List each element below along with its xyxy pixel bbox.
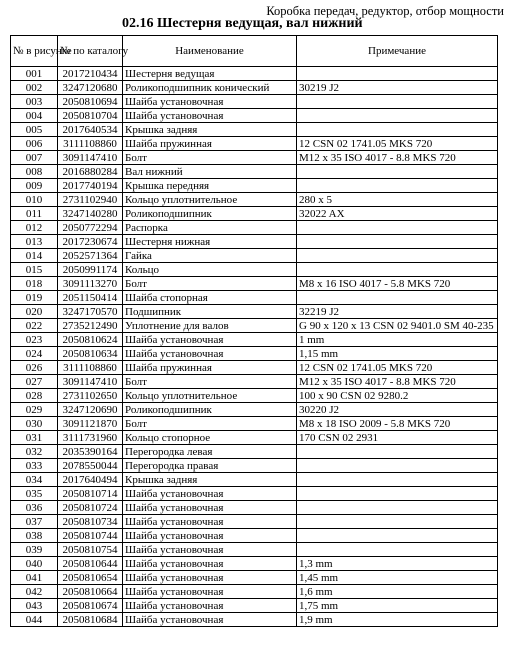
row-figure-number: 004 xyxy=(11,109,58,123)
row-part-name: Роликоподшипник xyxy=(123,207,297,221)
row-part-name: Уплотнение для валов xyxy=(123,319,297,333)
row-catalog-number: 3111108860 xyxy=(58,361,123,375)
row-figure-number: 010 xyxy=(11,193,58,207)
row-part-name: Шайба установочная xyxy=(123,333,297,347)
row-catalog-number: 3091121870 xyxy=(58,417,123,431)
table-row xyxy=(11,389,498,403)
row-note: M8 x 16 ISO 4017 - 5.8 MKS 720 xyxy=(297,277,498,291)
row-figure-number: 040 xyxy=(11,557,58,571)
row-catalog-number: 3247140280 xyxy=(58,207,123,221)
table-row xyxy=(11,263,498,277)
table-row xyxy=(11,417,498,431)
row-figure-number: 033 xyxy=(11,459,58,473)
row-note: 30219 J2 xyxy=(297,81,498,95)
row-figure-number: 006 xyxy=(11,137,58,151)
row-catalog-number: 2050810634 xyxy=(58,347,123,361)
row-catalog-number: 2050810714 xyxy=(58,487,123,501)
row-figure-number: 043 xyxy=(11,599,58,613)
row-part-name: Кольцо xyxy=(123,263,297,277)
row-part-name: Болт xyxy=(123,277,297,291)
page-title: 02.16 Шестерня ведущая, вал нижний xyxy=(122,16,363,31)
row-figure-number: 044 xyxy=(11,613,58,627)
row-figure-number: 032 xyxy=(11,445,58,459)
row-figure-number: 007 xyxy=(11,151,58,165)
table-row xyxy=(11,109,498,123)
row-catalog-number: 3091147410 xyxy=(58,151,123,165)
row-part-name: Шайба установочная xyxy=(123,529,297,543)
row-part-name: Болт xyxy=(123,375,297,389)
row-part-name: Шайба установочная xyxy=(123,347,297,361)
row-part-name: Кольцо уплотнительное xyxy=(123,389,297,403)
row-part-name: Шайба установочная xyxy=(123,515,297,529)
table-row xyxy=(11,347,498,361)
row-figure-number: 022 xyxy=(11,319,58,333)
row-note xyxy=(297,249,498,263)
table-row xyxy=(11,137,498,151)
table-row xyxy=(11,431,498,445)
table-row xyxy=(11,515,498,529)
row-figure-number: 023 xyxy=(11,333,58,347)
row-catalog-number: 3247120680 xyxy=(58,81,123,95)
table-row xyxy=(11,599,498,613)
row-part-name: Шайба установочная xyxy=(123,557,297,571)
row-catalog-number: 2050810624 xyxy=(58,333,123,347)
row-catalog-number: 2035390164 xyxy=(58,445,123,459)
row-catalog-number: 2017740194 xyxy=(58,179,123,193)
row-note xyxy=(297,67,498,81)
row-figure-number: 013 xyxy=(11,235,58,249)
row-catalog-number: 2731102940 xyxy=(58,193,123,207)
row-note: 1,75 mm xyxy=(297,599,498,613)
row-catalog-number: 2731102650 xyxy=(58,389,123,403)
row-note xyxy=(297,109,498,123)
row-note: 100 x 90 CSN 02 9280.2 xyxy=(297,389,498,403)
row-figure-number: 042 xyxy=(11,585,58,599)
table-row xyxy=(11,403,498,417)
row-part-name: Болт xyxy=(123,151,297,165)
row-catalog-number: 2050810744 xyxy=(58,529,123,543)
table-row xyxy=(11,445,498,459)
row-note xyxy=(297,235,498,249)
row-part-name: Шайба установочная xyxy=(123,571,297,585)
table-row xyxy=(11,473,498,487)
row-catalog-number: 3111731960 xyxy=(58,431,123,445)
row-catalog-number: 2050810644 xyxy=(58,557,123,571)
row-part-name: Шайба установочная xyxy=(123,109,297,123)
row-figure-number: 014 xyxy=(11,249,58,263)
row-note xyxy=(297,291,498,305)
table-row xyxy=(11,235,498,249)
row-note xyxy=(297,123,498,137)
row-part-name: Роликоподшипник конический xyxy=(123,81,297,95)
row-part-name: Крышка задняя xyxy=(123,473,297,487)
row-figure-number: 009 xyxy=(11,179,58,193)
row-figure-number: 028 xyxy=(11,389,58,403)
row-part-name: Распорка xyxy=(123,221,297,235)
table-row xyxy=(11,375,498,389)
row-catalog-number: 2051150414 xyxy=(58,291,123,305)
table-row xyxy=(11,95,498,109)
column-header-catalog-number: № по каталогу xyxy=(58,36,123,67)
table-row xyxy=(11,529,498,543)
row-figure-number: 036 xyxy=(11,501,58,515)
row-part-name: Шайба пружинная xyxy=(123,137,297,151)
row-note: 170 CSN 02 2931 xyxy=(297,431,498,445)
row-note: 1,15 mm xyxy=(297,347,498,361)
parts-table xyxy=(10,35,498,627)
row-figure-number: 029 xyxy=(11,403,58,417)
row-note: 280 x 5 xyxy=(297,193,498,207)
row-part-name: Гайка xyxy=(123,249,297,263)
row-note: 12 CSN 02 1741.05 MKS 720 xyxy=(297,137,498,151)
row-catalog-number: 2050810754 xyxy=(58,543,123,557)
row-note: 30220 J2 xyxy=(297,403,498,417)
row-catalog-number: 2017640534 xyxy=(58,123,123,137)
row-note: 1,45 mm xyxy=(297,571,498,585)
row-note xyxy=(297,179,498,193)
row-catalog-number: 3111108860 xyxy=(58,137,123,151)
row-note xyxy=(297,529,498,543)
row-figure-number: 024 xyxy=(11,347,58,361)
row-catalog-number: 2050810734 xyxy=(58,515,123,529)
row-catalog-number: 3247170570 xyxy=(58,305,123,319)
row-part-name: Шайба стопорная xyxy=(123,291,297,305)
row-note: M8 x 18 ISO 2009 - 5.8 MKS 720 xyxy=(297,417,498,431)
row-part-name: Шайба установочная xyxy=(123,585,297,599)
row-figure-number: 020 xyxy=(11,305,58,319)
row-catalog-number: 2017640494 xyxy=(58,473,123,487)
column-header-name: Наименование xyxy=(123,36,297,67)
table-row xyxy=(11,459,498,473)
row-figure-number: 018 xyxy=(11,277,58,291)
row-catalog-number: 2050810704 xyxy=(58,109,123,123)
row-note: 12 CSN 02 1741.05 MKS 720 xyxy=(297,361,498,375)
row-part-name: Шайба установочная xyxy=(123,613,297,627)
row-note xyxy=(297,221,498,235)
table-row xyxy=(11,165,498,179)
row-note xyxy=(297,487,498,501)
row-part-name: Кольцо стопорное xyxy=(123,431,297,445)
row-catalog-number: 2016880284 xyxy=(58,165,123,179)
table-row xyxy=(11,249,498,263)
table-row xyxy=(11,291,498,305)
row-catalog-number: 2050810694 xyxy=(58,95,123,109)
table-row xyxy=(11,333,498,347)
table-row xyxy=(11,67,498,81)
row-catalog-number: 2050810684 xyxy=(58,613,123,627)
row-part-name: Шестерня ведущая xyxy=(123,67,297,81)
row-figure-number: 008 xyxy=(11,165,58,179)
row-catalog-number: 2050991174 xyxy=(58,263,123,277)
row-figure-number: 002 xyxy=(11,81,58,95)
row-part-name: Вал нижний xyxy=(123,165,297,179)
row-note: 32219 J2 xyxy=(297,305,498,319)
parts-table-body xyxy=(11,67,498,627)
table-row xyxy=(11,81,498,95)
row-note: 1,9 mm xyxy=(297,613,498,627)
row-part-name: Роликоподшипник xyxy=(123,403,297,417)
row-catalog-number: 3091147410 xyxy=(58,375,123,389)
row-note xyxy=(297,165,498,179)
column-header-note: Примечание xyxy=(297,36,498,67)
row-part-name: Крышка задняя xyxy=(123,123,297,137)
row-note: 32022 AX xyxy=(297,207,498,221)
table-row xyxy=(11,123,498,137)
table-row xyxy=(11,305,498,319)
row-note xyxy=(297,263,498,277)
row-note xyxy=(297,459,498,473)
table-row xyxy=(11,543,498,557)
table-row xyxy=(11,151,498,165)
table-row xyxy=(11,221,498,235)
row-catalog-number: 2050810674 xyxy=(58,599,123,613)
table-row xyxy=(11,319,498,333)
row-note xyxy=(297,543,498,557)
row-part-name: Шайба установочная xyxy=(123,501,297,515)
row-note: M12 x 35 ISO 4017 - 8.8 MKS 720 xyxy=(297,375,498,389)
section-breadcrumb: Коробка передач, редуктор, отбор мощности xyxy=(266,4,504,18)
row-catalog-number: 2735212490 xyxy=(58,319,123,333)
table-row xyxy=(11,613,498,627)
row-part-name: Кольцо уплотнительное xyxy=(123,193,297,207)
row-figure-number: 041 xyxy=(11,571,58,585)
row-figure-number: 012 xyxy=(11,221,58,235)
row-note xyxy=(297,445,498,459)
column-header-figure-number: № в рисунке xyxy=(11,36,58,67)
row-figure-number: 026 xyxy=(11,361,58,375)
row-figure-number: 035 xyxy=(11,487,58,501)
row-part-name: Шайба установочная xyxy=(123,599,297,613)
row-figure-number: 027 xyxy=(11,375,58,389)
row-figure-number: 030 xyxy=(11,417,58,431)
row-part-name: Шайба установочная xyxy=(123,487,297,501)
row-catalog-number: 2050772294 xyxy=(58,221,123,235)
table-row xyxy=(11,585,498,599)
row-part-name: Шайба установочная xyxy=(123,95,297,109)
row-figure-number: 015 xyxy=(11,263,58,277)
row-catalog-number: 2017210434 xyxy=(58,67,123,81)
row-figure-number: 039 xyxy=(11,543,58,557)
row-note: G 90 x 120 x 13 CSN 02 9401.0 SM 40-235 xyxy=(297,319,498,333)
row-figure-number: 001 xyxy=(11,67,58,81)
row-figure-number: 031 xyxy=(11,431,58,445)
row-note: 1,3 mm xyxy=(297,557,498,571)
row-catalog-number: 2050810724 xyxy=(58,501,123,515)
row-catalog-number: 2078550044 xyxy=(58,459,123,473)
row-part-name: Крышка передняя xyxy=(123,179,297,193)
row-part-name: Подшипник xyxy=(123,305,297,319)
row-catalog-number: 2050810654 xyxy=(58,571,123,585)
table-row xyxy=(11,557,498,571)
row-figure-number: 019 xyxy=(11,291,58,305)
row-figure-number: 003 xyxy=(11,95,58,109)
row-part-name: Болт xyxy=(123,417,297,431)
row-catalog-number: 3247120690 xyxy=(58,403,123,417)
table-row xyxy=(11,487,498,501)
row-figure-number: 038 xyxy=(11,529,58,543)
row-catalog-number: 2052571364 xyxy=(58,249,123,263)
row-part-name: Шайба установочная xyxy=(123,543,297,557)
row-note xyxy=(297,95,498,109)
row-figure-number: 011 xyxy=(11,207,58,221)
row-note xyxy=(297,515,498,529)
row-part-name: Перегородка правая xyxy=(123,459,297,473)
row-note: 1 mm xyxy=(297,333,498,347)
row-note xyxy=(297,473,498,487)
table-row xyxy=(11,571,498,585)
table-row xyxy=(11,277,498,291)
table-row xyxy=(11,501,498,515)
row-catalog-number: 3091113270 xyxy=(58,277,123,291)
table-header-row xyxy=(11,36,498,67)
table-row xyxy=(11,193,498,207)
row-note: 1,6 mm xyxy=(297,585,498,599)
table-row xyxy=(11,207,498,221)
row-note xyxy=(297,501,498,515)
row-note: M12 x 35 ISO 4017 - 8.8 MKS 720 xyxy=(297,151,498,165)
row-figure-number: 034 xyxy=(11,473,58,487)
table-row xyxy=(11,361,498,375)
row-part-name: Перегородка левая xyxy=(123,445,297,459)
row-part-name: Шестерня нижная xyxy=(123,235,297,249)
row-catalog-number: 2050810664 xyxy=(58,585,123,599)
row-part-name: Шайба пружинная xyxy=(123,361,297,375)
table-row xyxy=(11,179,498,193)
row-figure-number: 005 xyxy=(11,123,58,137)
row-catalog-number: 2017230674 xyxy=(58,235,123,249)
row-figure-number: 037 xyxy=(11,515,58,529)
